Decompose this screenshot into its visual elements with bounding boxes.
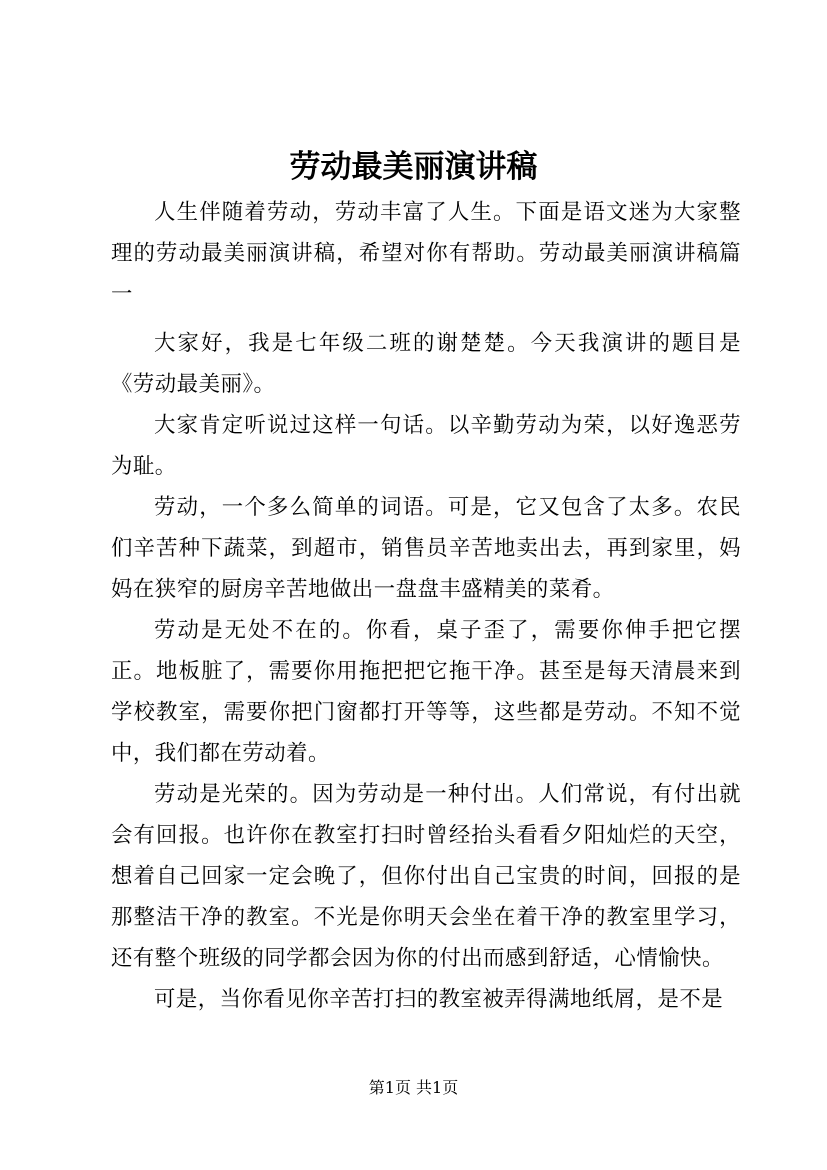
- paragraph-gap: [111, 315, 741, 323]
- paragraph-saying: 大家肯定听说过这样一句话。以辛勤劳动为荣，以好逸恶劳为耻。: [111, 413, 741, 479]
- document-body: [111, 192, 741, 1020]
- paragraph-simple-word: 劳动，一个多么简单的词语。可是，它又包含了太多。农民们辛苦种下蔬菜，到超市，销售员辛苦地卖出去，再到家里，妈妈在狭窄的厨房辛苦地做出一盘盘丰盛精美的菜肴。: [111, 495, 741, 602]
- paragraph-glorious: 劳动是光荣的。因为劳动是一种付出。人们常说，有付出就会有回报。也许你在教室打扫时曾经抬头看看夕阳灿烂的天空，想着自己回家一定会晚了，但你付出自己宝贵的时间，回报的是那整洁干净的教室。不光是你明天会坐在着干净的教室里学习，还有整个班级的同学都会因为你的付出而感到舒适，心情愉快。: [111, 782, 741, 971]
- page-footer: 第1页 共1页: [368, 1078, 459, 1097]
- paragraph-greeting: 大家好，我是七年级二班的谢楚楚。今天我演讲的题目是《劳动最美丽》。: [111, 331, 741, 397]
- paragraph-however: 可是，当你看见你辛苦打扫的教室被弄得满地纸屑，是不是: [154, 987, 724, 1012]
- paragraph-everywhere: 劳动是无处不在的。你看，桌子歪了，需要你伸手把它摆正。地板脏了，需要你用拖把把它拖干净。甚至是每天清晨来到学校教室，需要你把门窗都打开等等，这些都是劳动。不知不觉中，我们都在劳动着。: [111, 618, 741, 766]
- paragraph-intro: 人生伴随着劳动，劳动丰富了人生。下面是语文迷为大家整理的劳动最美丽演讲稿，希望对你有帮助。劳动最美丽演讲稿篇一: [111, 200, 741, 307]
- document-title: 劳动最美丽演讲稿: [289, 149, 538, 185]
